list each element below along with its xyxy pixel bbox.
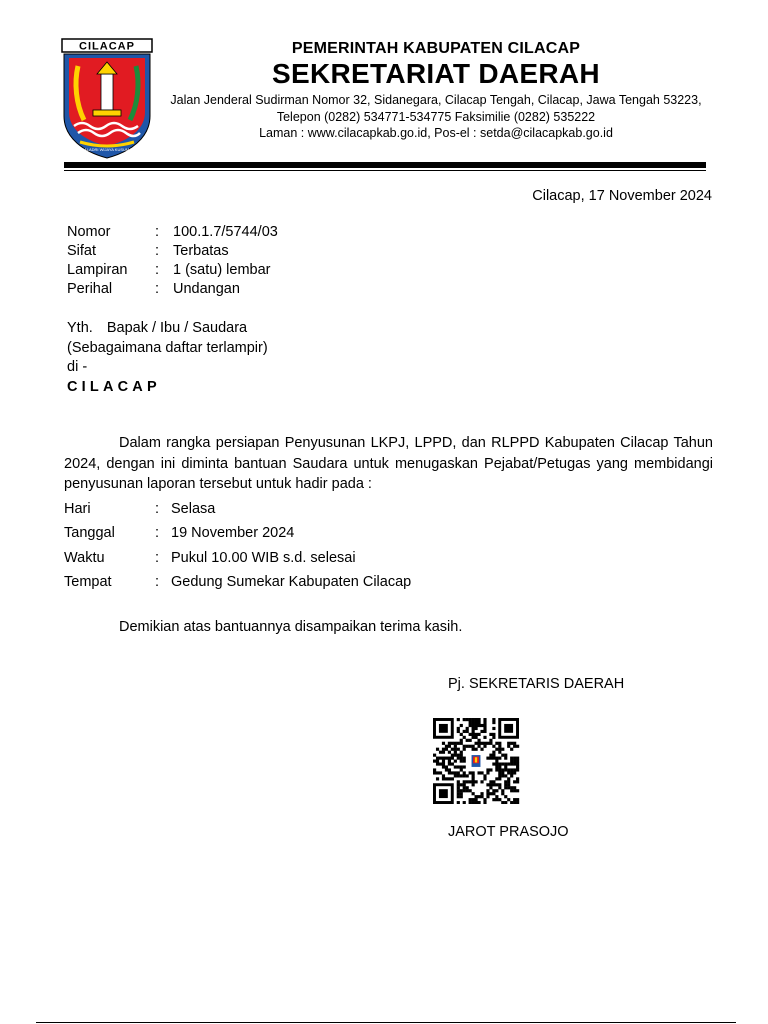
meta-colon: :: [155, 281, 160, 297]
qr-code: [431, 718, 521, 804]
meta-colon: :: [155, 224, 160, 240]
recipient-di: di -: [67, 359, 88, 375]
detail-row-hari: [64, 501, 664, 520]
recipient-note: (Sebagaimana daftar terlampir): [67, 339, 268, 356]
recipient-block: [67, 320, 268, 398]
detail-colon: :: [155, 501, 160, 517]
office-name: SEKRETARIAT DAERAH: [272, 58, 600, 89]
cilacap-regency-logo: [60, 38, 156, 160]
recipient-city: CILACAP: [67, 378, 161, 395]
place-date: Cilacap, 17 November 2024: [532, 188, 712, 204]
letterhead-thick-rule: [64, 162, 706, 168]
meta-row-nomor: [67, 224, 467, 243]
meta-label: Perihal: [67, 281, 113, 297]
addressee: Bapak / Ibu / Saudara: [106, 320, 248, 336]
page-bottom-rule: [36, 1022, 736, 1023]
website-email-line: Laman : www.cilacapkab.go.id, Pos-el : setda@cilacapkab.go.id: [259, 126, 613, 140]
meta-colon: :: [155, 243, 160, 259]
detail-colon: :: [155, 525, 160, 541]
letterhead-thin-rule: [64, 170, 706, 171]
detail-label: Tanggal: [64, 525, 115, 541]
salutation: Yth.: [67, 320, 93, 336]
detail-colon: :: [155, 574, 160, 590]
phone-fax-line: Telepon (0282) 534771-534775 Faksimilie (0282) 535222: [276, 110, 596, 124]
body-paragraph: Dalam rangka persiapan Penyusunan LKPJ, LPPD, dan RLPPD Kabupaten Cilacap Tahun 2024, dengan ini diminta bantuan Saudara untuk menugaskan Pejabat/Petugas yang membidangi penyusunan laporan tersebut untuk hadir pada :: [64, 435, 713, 492]
meta-colon: :: [155, 262, 160, 278]
detail-label: Hari: [64, 501, 91, 517]
meta-value: Undangan: [173, 281, 240, 297]
logo-text: CILACAP: [79, 40, 135, 53]
meta-label: Nomor: [67, 224, 111, 240]
meta-row-perihal: [67, 281, 467, 300]
meta-label: Sifat: [67, 243, 97, 259]
government-name: PEMERINTAH KABUPATEN CILACAP: [291, 40, 581, 57]
address-line: Jalan Jenderal Sudirman Nomor 32, Sidanegara, Cilacap Tengah, Cilacap, Jawa Tengah 53223,: [170, 93, 702, 107]
meta-row-sifat: [67, 243, 467, 262]
logo-motto: JALADRI WIJAYA KUSUMA: [82, 147, 132, 152]
detail-value: Pukul 10.00 WIB s.d. selesai: [171, 550, 356, 566]
detail-value: Selasa: [171, 501, 216, 517]
recipient-salutation-line: [67, 320, 268, 340]
detail-row-tanggal: [64, 525, 664, 544]
detail-row-tempat: [64, 574, 664, 593]
meta-value: Terbatas: [173, 243, 229, 259]
detail-colon: :: [155, 550, 160, 566]
signatory-title: Pj. SEKRETARIS DAERAH: [448, 676, 625, 692]
detail-value: 19 November 2024: [171, 525, 295, 541]
meta-value: 1 (satu) lembar: [173, 262, 271, 278]
meta-label: Lampiran: [67, 262, 128, 278]
meta-row-lampiran: [67, 262, 467, 281]
detail-row-waktu: [64, 550, 664, 569]
detail-label: Waktu: [64, 550, 105, 566]
closing-sentence: Demikian atas bantuannya disampaikan terima kasih.: [119, 619, 463, 635]
signatory-name: JAROT PRASOJO: [448, 824, 569, 840]
detail-label: Tempat: [64, 574, 112, 590]
detail-value: Gedung Sumekar Kabupaten Cilacap: [171, 574, 412, 590]
meta-value: 100.1.7/5744/03: [173, 224, 278, 240]
